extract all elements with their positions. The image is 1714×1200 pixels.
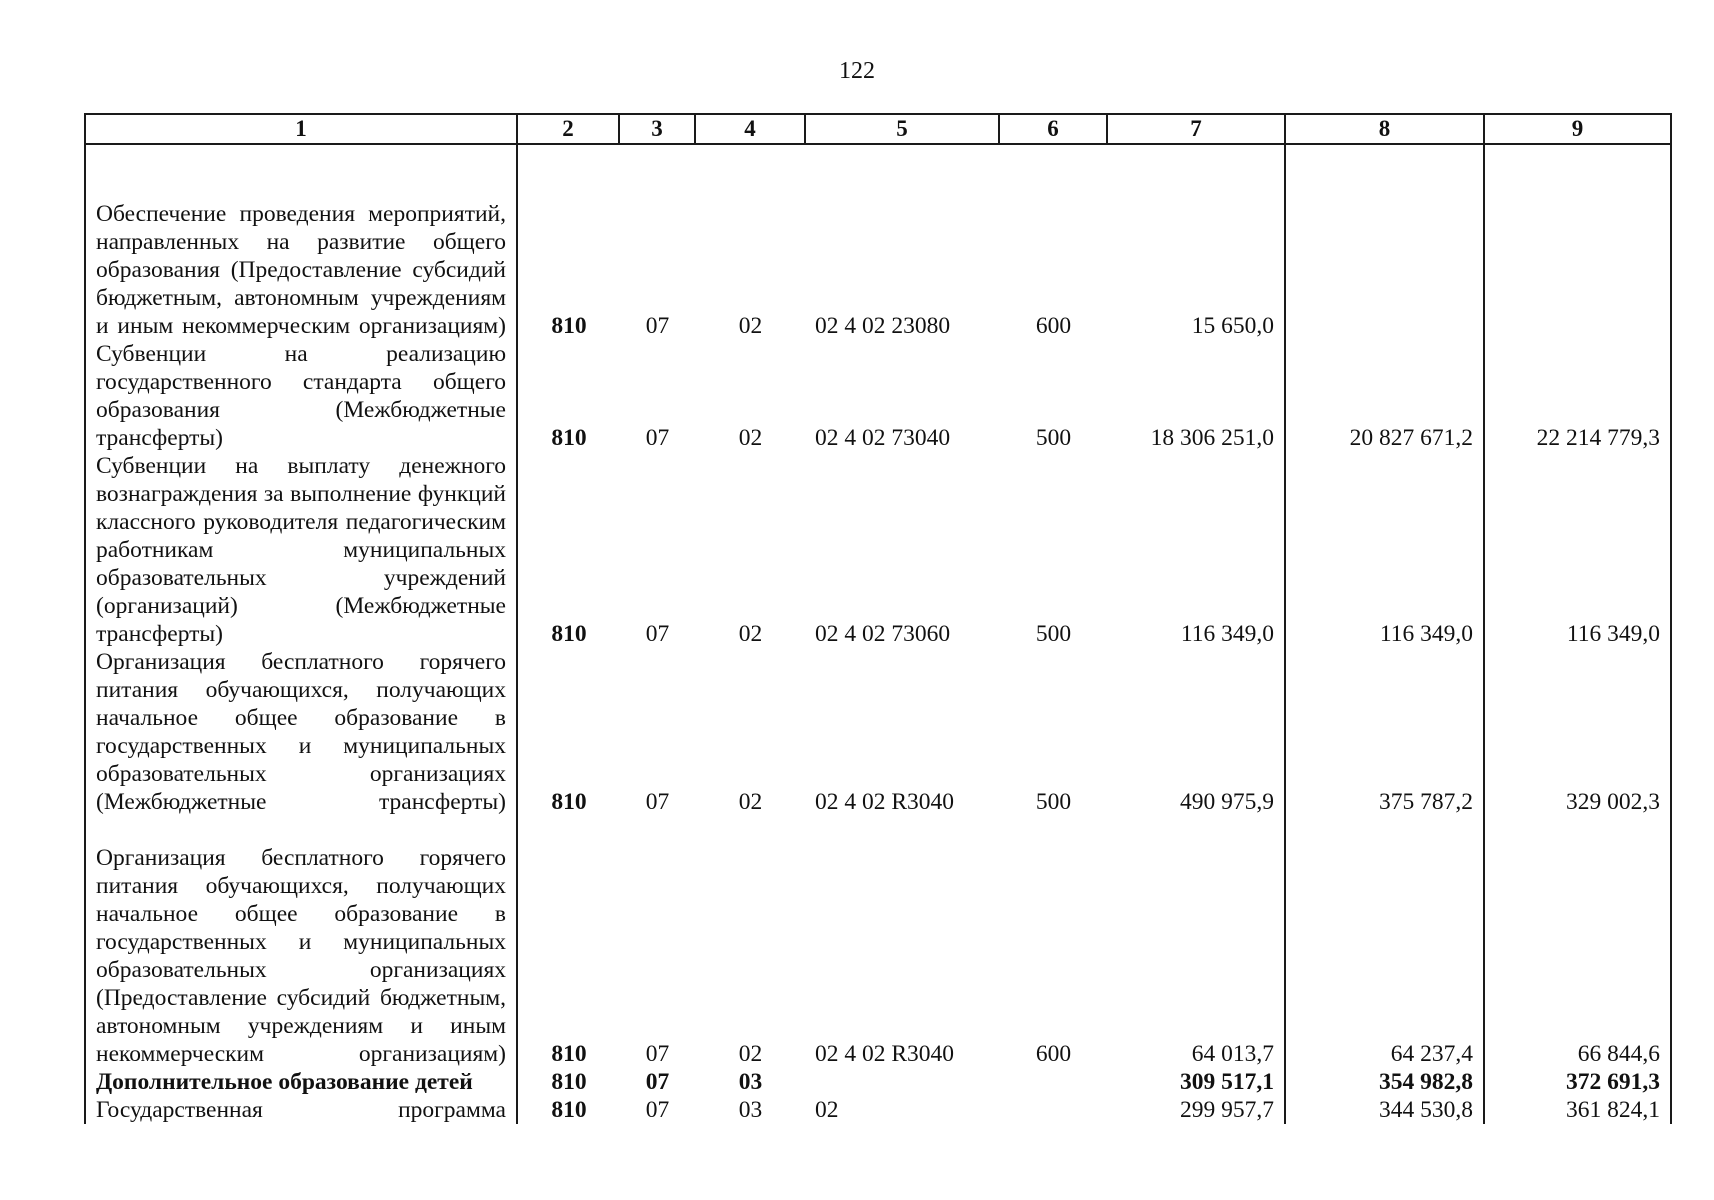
budget-table [84,113,1672,1124]
cell-section: 07 [645,1041,670,1067]
header-col-2: 2 [517,114,619,144]
cell-ministry-code: 810 [551,1041,587,1067]
cell-amount-year2: 354 982,8 [1285,1068,1484,1096]
cell-expense-type [999,1096,1107,1124]
row-description: Субвенции на реализацию государственного стандарта общего образования (Межбюджетные трансферты) [85,340,517,452]
header-col-1: 1 [85,114,517,144]
table-row [85,648,1671,816]
table-row [85,452,1671,648]
row-description: Государственная программа [85,1096,517,1124]
cell-subsection: 02 [738,789,763,815]
cell-amount-year3: 66 844,6 [1484,816,1671,1068]
cell-ministry-code: 810 [551,313,587,339]
cell-amount-year3: 361 824,1 [1484,1096,1671,1124]
cell-expense-type: 500 [1035,425,1072,451]
cell-expense-type: 500 [1035,789,1072,815]
cell-amount-year2: 64 237,4 [1285,816,1484,1068]
cell-amount-year1: 64 013,7 [1107,816,1285,1068]
cell-section: 07 [645,789,670,815]
cell-target-article: 02 [815,1097,839,1123]
header-col-3: 3 [619,114,695,144]
cell-section: 07 [645,621,670,647]
cell-ministry-code: 810 [551,425,587,451]
cell-expense-type [999,1068,1107,1096]
cell-subsection: 02 [738,1041,763,1067]
cell-amount-year1: 116 349,0 [1107,452,1285,648]
header-col-9: 9 [1484,114,1671,144]
cell-section: 07 [645,1097,670,1123]
table-row [85,340,1671,452]
cell-ministry-code: 810 [551,1069,587,1095]
cell-amount-year1: 299 957,7 [1107,1096,1285,1124]
row-description: Обеспечение проведения мероприятий, направленных на развитие общего образования (Предоставление субсидий бюджетным, автономным учреждениям и иным некоммерческим организациям) [85,144,517,340]
cell-target-article: 02 4 02 73060 [815,621,951,647]
cell-amount-year2: 20 827 671,2 [1285,340,1484,452]
cell-target-article: 02 4 02 R3040 [815,1041,955,1067]
cell-amount-year2 [1285,144,1484,340]
header-row [85,114,1671,144]
header-col-6: 6 [999,114,1107,144]
table-row [85,144,1671,340]
cell-amount-year3: 372 691,3 [1484,1068,1671,1096]
cell-section: 07 [645,1069,670,1095]
cell-subsection: 02 [738,425,763,451]
cell-section: 07 [645,313,670,339]
cell-expense-type: 600 [1035,1041,1072,1067]
cell-amount-year3: 116 349,0 [1484,452,1671,648]
row-description: Организация бесплатного горячего питания обучающихся, получающих начальное общее образование в государственных и муниципальных образовательных организациях (Предоставление субсидий бюджетным, автономным учреждениям и иным некоммерческим организациям) [85,816,517,1068]
cell-amount-year1: 15 650,0 [1107,144,1285,340]
cell-subsection: 02 [738,313,763,339]
cell-amount-year2: 344 530,8 [1285,1096,1484,1124]
cell-amount-year1: 490 975,9 [1107,648,1285,816]
table-row [85,1096,1671,1124]
header-col-8: 8 [1285,114,1484,144]
cell-section: 07 [645,425,670,451]
cell-ministry-code: 810 [551,621,587,647]
cell-expense-type: 500 [1035,621,1072,647]
table-row [85,816,1671,1068]
header-col-5: 5 [805,114,999,144]
cell-amount-year3 [1484,144,1671,340]
table-row [85,1068,1671,1096]
cell-target-article: 02 4 02 R3040 [815,789,955,815]
cell-expense-type: 600 [1035,313,1072,339]
cell-amount-year2: 116 349,0 [1285,452,1484,648]
cell-amount-year1: 309 517,1 [1107,1068,1285,1096]
cell-target-article: 02 4 02 73040 [815,425,951,451]
cell-amount-year2: 375 787,2 [1285,648,1484,816]
cell-amount-year1: 18 306 251,0 [1107,340,1285,452]
row-description: Субвенции на выплату денежного вознаграждения за выполнение функций классного руководителя педагогическим работникам муниципальных образовательных учреждений (организаций) (Межбюджетные трансферты) [85,452,517,648]
cell-target-article: 02 4 02 23080 [815,313,951,339]
row-description: Организация бесплатного горячего питания обучающихся, получающих начальное общее образование в государственных и муниципальных образовательных организациях (Межбюджетные трансферты) [85,648,517,816]
cell-target-article [805,1068,999,1096]
cell-amount-year3: 22 214 779,3 [1484,340,1671,452]
page-number: 122 [839,58,875,84]
cell-subsection: 03 [738,1069,763,1095]
cell-amount-year3: 329 002,3 [1484,648,1671,816]
cell-ministry-code: 810 [551,1097,587,1123]
cell-subsection: 02 [738,621,763,647]
header-col-7: 7 [1107,114,1285,144]
cell-ministry-code: 810 [551,789,587,815]
header-col-4: 4 [695,114,805,144]
cell-subsection: 03 [738,1097,763,1123]
row-description: Дополнительное образование детей [85,1068,517,1096]
